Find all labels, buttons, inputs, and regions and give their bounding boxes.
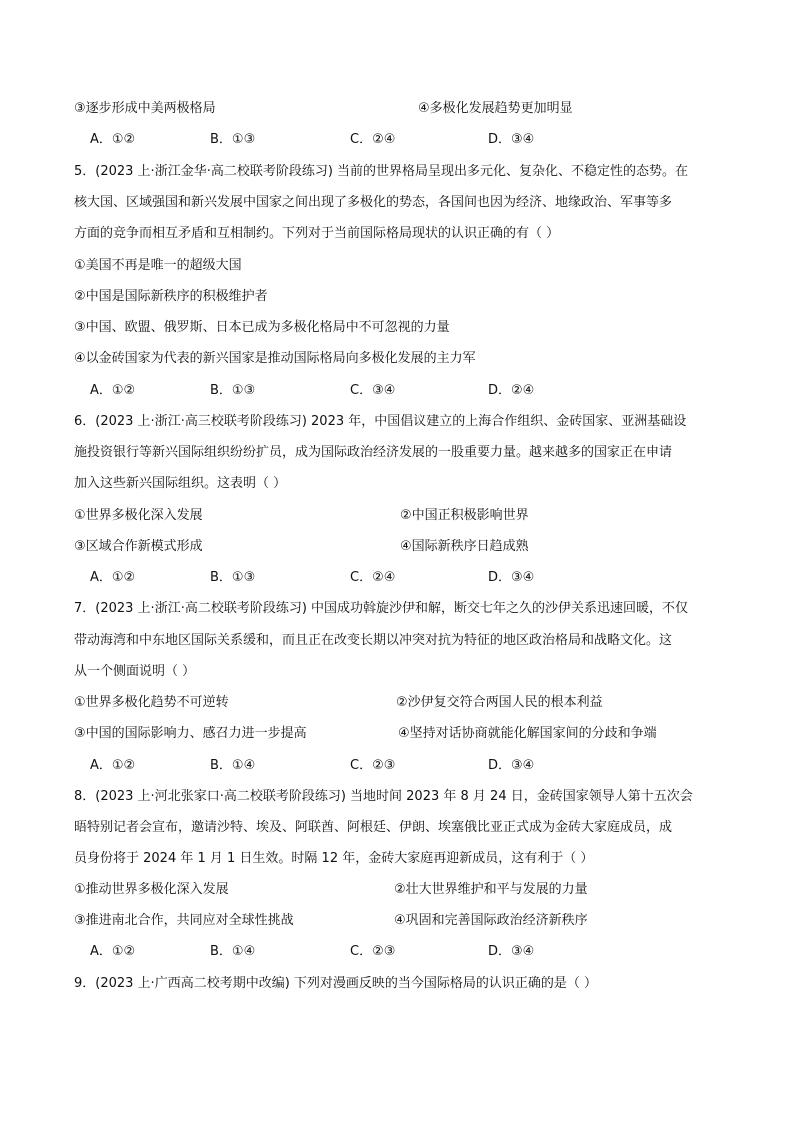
option-a[interactable]: A．①② — [90, 383, 136, 398]
statement-row — [74, 882, 720, 898]
statement-2: ②中国正积极影响世界 — [400, 508, 529, 523]
question-7-text-line: 从一个侧面说明（ ） — [74, 664, 196, 679]
option-b[interactable]: B．①④ — [210, 944, 256, 959]
statement-3: ③区域合作新模式形成 — [74, 539, 203, 554]
answer-options — [90, 383, 650, 399]
statement-2: ②壮大世界维护和平与发展的力量 — [394, 882, 588, 897]
option-d[interactable]: D．②④ — [488, 383, 535, 398]
statement-1: ①世界多极化深入发展 — [74, 508, 203, 523]
question-7-text-line: 带动海湾和中东地区国际关系缓和，而且正在改变长期以冲突对抗为特征的地区政治格局和战略文化。这 — [74, 633, 673, 648]
question-8-text-line: 8．(2023 上·河北张家口·高二校联考阶段练习) 当地时间 2023 年 8 月 24 日，金砖国家领导人第十五次会 — [74, 789, 693, 804]
statement-4: ④巩固和完善国际政治经济新秩序 — [394, 913, 588, 928]
statement-row — [74, 508, 720, 524]
answer-options — [90, 132, 650, 148]
option-d[interactable]: D．③④ — [488, 132, 535, 147]
option-b[interactable]: B．①③ — [210, 570, 256, 585]
question-6-text-line: 施投资银行等新兴国际组织纷纷扩员，成为国际政治经济发展的一股重要力量。越来越多的国家正在申请 — [74, 445, 673, 460]
question-6-text-line: 6．(2023 上·浙江·高三校联考阶段练习) 2023 年，中国倡议建立的上海合作组织、金砖国家、亚洲基础设 — [74, 414, 687, 429]
statement-4: ④国际新秩序日趋成熟 — [400, 539, 529, 554]
option-a[interactable]: A．①② — [90, 132, 136, 147]
question-5-text-line: 5．(2023 上·浙江金华·高二校联考阶段练习) 当前的世界格局呈现出多元化、复杂化、不稳定性的态势。在 — [74, 164, 689, 179]
question-7-text-line: 7．(2023 上·浙江·高二校联考阶段练习) 中国成功斡旋沙伊和解，断交七年之久的沙伊关系迅速回暖，不仅 — [74, 601, 689, 616]
option-d[interactable]: D．③④ — [488, 944, 535, 959]
answer-options — [90, 758, 650, 774]
question-8-text-line: 员身份将于 2024 年 1 月 1 日生效。时隔 12 年，金砖大家庭再迎新成员，这有利于（ ） — [74, 851, 594, 866]
statement-2: ②沙伊复交符合两国人民的根本利益 — [396, 695, 603, 710]
option-b[interactable]: B．①④ — [210, 758, 256, 773]
option-b[interactable]: B．①③ — [210, 383, 256, 398]
question-5-text-line: 核大国、区域强国和新兴发展中国家之间出现了多极化的势态，各国间也因为经济、地缘政治、军事等多 — [74, 195, 673, 210]
statement-row — [74, 726, 720, 742]
answer-options — [90, 570, 650, 586]
statement-2: ②中国是国际新秩序的积极维护者 — [74, 289, 268, 304]
statement-3: ③中国的国际影响力、感召力进一步提高 — [74, 726, 307, 741]
option-a[interactable]: A．①② — [90, 570, 136, 585]
option-d[interactable]: D．③④ — [488, 570, 535, 585]
option-c[interactable]: C．③④ — [350, 383, 396, 398]
statement-4: ④以金砖国家为代表的新兴国家是推动国际格局向多极化发展的主力军 — [74, 351, 476, 366]
option-d[interactable]: D．③④ — [488, 758, 535, 773]
statement-row — [74, 539, 720, 555]
answer-options — [90, 944, 650, 960]
option-c[interactable]: C．②④ — [350, 132, 396, 147]
statement-1: ①推动世界多极化深入发展 — [74, 882, 229, 897]
option-a[interactable]: A．①② — [90, 758, 136, 773]
statement-1: ①世界多极化趋势不可逆转 — [74, 695, 229, 710]
option-b[interactable]: B．①③ — [210, 132, 256, 147]
option-c[interactable]: C．②③ — [350, 758, 396, 773]
statement-4: ④多极化发展趋势更加明显 — [418, 101, 573, 116]
statement-row — [74, 695, 720, 711]
statement-3: ③推进南北合作，共同应对全球性挑战 — [74, 913, 294, 928]
option-c[interactable]: C．②③ — [350, 944, 396, 959]
question-5-text-line: 方面的竞争而相互矛盾和互相制约。下列对于当前国际格局现状的认识正确的有（ ） — [74, 226, 560, 241]
statement-row — [74, 913, 720, 929]
statement-1: ①美国不再是唯一的超级大国 — [74, 258, 242, 273]
option-row — [74, 101, 720, 117]
option-c[interactable]: C．②④ — [350, 570, 396, 585]
question-6-text-line: 加入这些新兴国际组织。这表明（ ） — [74, 476, 287, 491]
statement-3: ③逐步形成中美两极格局 — [74, 101, 216, 116]
option-a[interactable]: A．①② — [90, 944, 136, 959]
statement-3: ③中国、欧盟、俄罗斯、日本已成为多极化格局中不可忽视的力量 — [74, 320, 450, 335]
question-8-text-line: 晤特别记者会宣布，邀请沙特、埃及、阿联酋、阿根廷、伊朗、埃塞俄比亚正式成为金砖大家庭成员，成 — [74, 820, 673, 835]
question-9-text-line: 9．(2023 上·广西高二校考期中改编) 下列对漫画反映的当今国际格局的认识正确的是（ ） — [74, 976, 598, 991]
statement-4: ④坚持对话协商就能化解国家间的分歧和争端 — [398, 726, 657, 741]
